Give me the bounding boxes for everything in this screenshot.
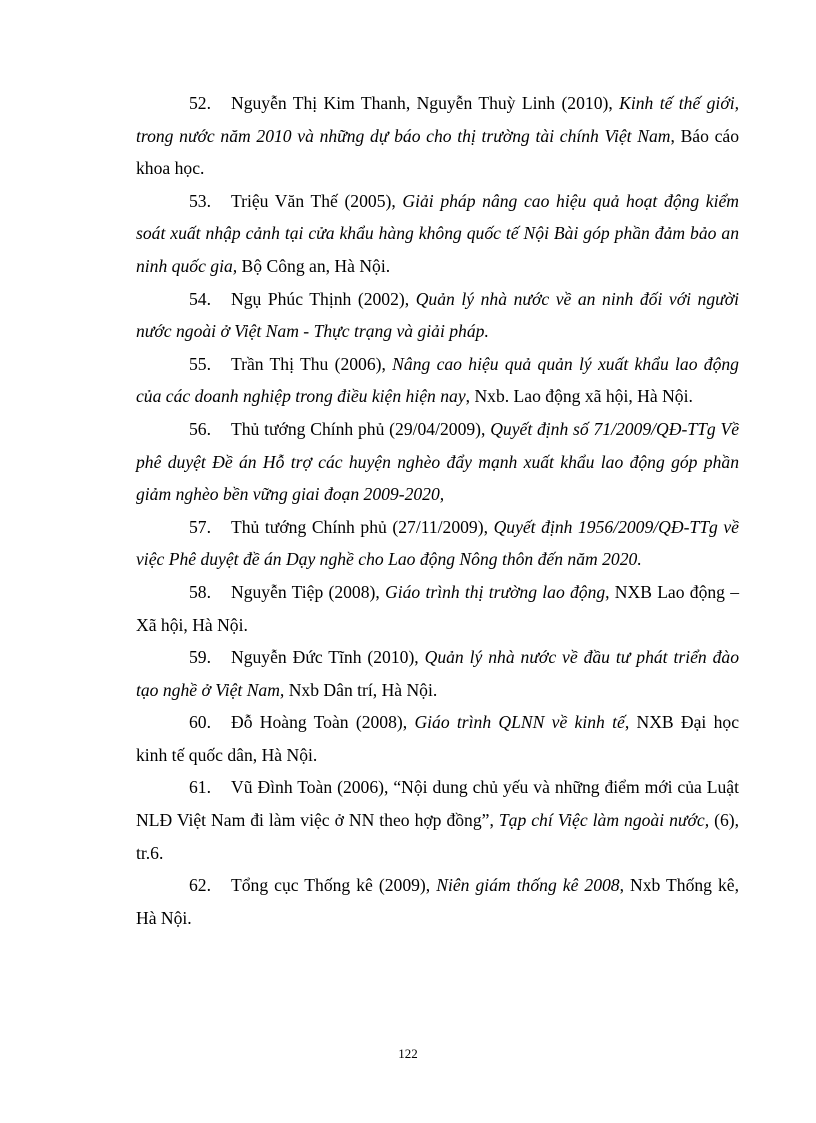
reference-number: 61.	[189, 777, 211, 798]
reference-number: 57.	[189, 516, 211, 537]
reference-number: 59.	[189, 647, 211, 668]
reference-publisher: (6), tr.6.	[136, 810, 739, 863]
reference-title: Kinh tế thế giới, trong nước năm 2010 và những dự báo cho thị trường tài chính Việt Nam	[136, 93, 739, 146]
reference-title: Quản lý nhà nước về an ninh đối với người nước ngoài ở Việt Nam - Thực trạng và giải pháp.	[136, 288, 740, 342]
reference-authors: Triệu Văn Thế (2005),	[231, 190, 403, 211]
reference-authors: Thủ tướng Chính phủ (29/04/2009),	[231, 418, 491, 439]
reference-number: 55.	[189, 353, 211, 374]
reference-item	[136, 641, 739, 706]
reference-publisher: , NXB Đại học kinh tế quốc dân, Hà Nội.	[136, 712, 739, 765]
reference-authors: Thủ tướng Chính phủ (27/11/2009),	[231, 516, 494, 537]
page-number: 122	[398, 1046, 418, 1061]
reference-item	[136, 413, 739, 511]
reference-number: 53.	[189, 190, 211, 211]
reference-number: 52.	[189, 93, 211, 113]
reference-item	[136, 283, 739, 348]
reference-publisher: , Nxb Thống kê, Hà Nội.	[136, 875, 739, 928]
reference-title: Quản lý nhà nước về đầu tư phát triển đào tạo nghề ở Việt Nam,	[136, 647, 739, 700]
reference-authors: Nguyễn Đức Tĩnh (2010),	[231, 647, 425, 668]
reference-title: Nâng cao hiệu quả quản lý xuất khẩu lao động của các doanh nghiệp trong điều kiện hiện nay	[136, 353, 739, 407]
reference-authors: Nguyễn Thị Kim Thanh, Nguyễn Thuỳ Linh (2010),	[231, 93, 620, 113]
reference-publisher: , Nxb. Lao động xã hội, Hà Nội.	[465, 386, 693, 407]
reference-list	[136, 87, 739, 934]
reference-publisher: , Báo cáo khoa học.	[136, 125, 740, 179]
reference-authors: Nguyễn Tiệp (2008),	[231, 581, 386, 602]
reference-authors: Ngụ Phúc Thịnh (2002),	[231, 288, 416, 309]
reference-number: 60.	[189, 712, 211, 733]
reference-item	[136, 185, 739, 283]
reference-authors: Trần Thị Thu (2006),	[231, 353, 393, 374]
reference-item	[136, 576, 739, 641]
reference-item	[136, 348, 739, 413]
reference-number: 58.	[189, 581, 211, 602]
reference-authors: Đỗ Hoàng Toàn (2008),	[231, 712, 415, 733]
reference-item	[136, 771, 739, 869]
reference-publisher: , NXB Lao động – Xã hội, Hà Nội.	[136, 581, 739, 635]
reference-publisher: Nxb Dân trí, Hà Nội.	[284, 679, 438, 700]
reference-item	[136, 706, 739, 771]
reference-title: Quyết định 1956/2009/QĐ-TTg về việc Phê duyệt đề án Dạy nghề cho Lao động Nông thôn đến năm 2020.	[136, 516, 739, 570]
reference-authors: Vũ Đình Toàn (2006), “Nội dung chủ yếu và những điểm mới của Luật NLĐ Việt Nam đi làm việc ở NN theo hợp đồng”,	[136, 777, 739, 831]
reference-title: Giáo trình QLNN về kinh tế	[414, 712, 625, 733]
reference-authors: Tổng cục Thống kê (2009),	[231, 875, 437, 896]
reference-item	[136, 869, 739, 934]
reference-item	[136, 87, 739, 185]
reference-number: 54.	[189, 288, 211, 309]
reference-publisher: Bộ Công an, Hà Nội.	[237, 255, 391, 276]
reference-title: Tạp chí Việc làm ngoài nước,	[498, 810, 710, 831]
reference-item	[136, 511, 739, 576]
reference-title: Giải pháp nâng cao hiệu quả hoạt động kiểm soát xuất nhập cảnh tại cửa khẩu hàng không quốc tế Nội Bài góp phần đảm bảo an ninh quốc gia,	[136, 190, 739, 276]
reference-title: Giáo trình thị trường lao động	[385, 581, 606, 602]
reference-number: 56.	[189, 418, 211, 439]
reference-number: 62.	[189, 875, 211, 896]
reference-title: Quyết định số 71/2009/QĐ-TTg Về phê duyệt Đề án Hỗ trợ các huyện nghèo đẩy mạnh xuất khẩu lao động góp phần giảm nghèo bền vững giai đoạn 2009-2020,	[136, 418, 740, 505]
reference-title: Niên giám thống kê 2008	[436, 875, 620, 896]
